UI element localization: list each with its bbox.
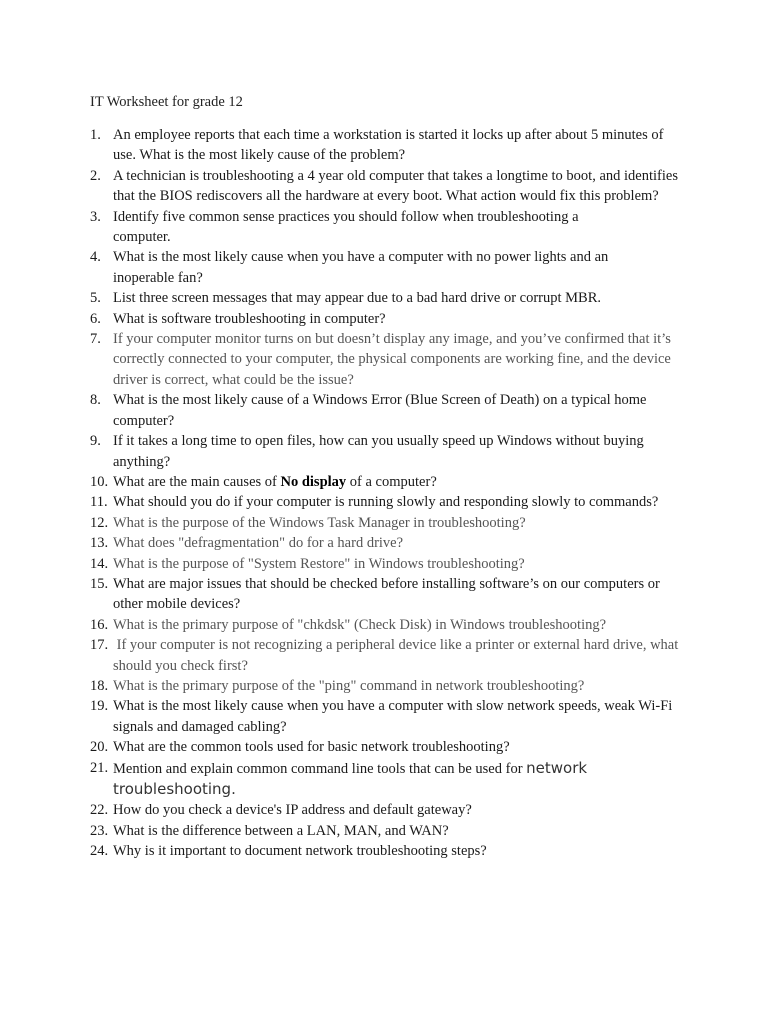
- question-item: [90, 247, 690, 288]
- question-text: What is the primary purpose of the "ping" command in network troubleshooting?: [113, 677, 585, 694]
- question-item: [90, 533, 690, 553]
- question-number: 4.: [90, 249, 101, 266]
- question-text: If your computer is not recognizing a peripheral device like a printer or external hard drive, what should you check first?: [113, 637, 682, 674]
- question-number: 8.: [90, 392, 101, 409]
- question-text-part: Mention and explain common command line tools that can be used for: [113, 760, 527, 777]
- question-number: 13.: [90, 535, 109, 552]
- question-text-part: of a computer?: [346, 473, 437, 490]
- question-text: What is the primary purpose of "chkdsk" (Check Disk) in Windows troubleshooting?: [113, 616, 607, 633]
- question-item: [90, 696, 690, 737]
- question-text-bold: No display: [280, 473, 347, 490]
- page-title: IT Worksheet for grade 12: [90, 94, 243, 110]
- question-item: [90, 309, 690, 329]
- question-number: 9.: [90, 433, 101, 450]
- question-number: 24.: [90, 843, 109, 860]
- question-text: What is the most likely cause when you have a computer with slow network speeds, weak Wi-Fi signals and damaged cabling?: [113, 698, 673, 735]
- question-item: [90, 492, 690, 512]
- question-text: What is the most likely cause when you have a computer with no power lights and an inoperable fan?: [113, 249, 609, 286]
- question-item: [90, 676, 690, 696]
- question-number: 19.: [90, 698, 109, 715]
- question-text-part: What are the main causes of: [113, 473, 281, 490]
- question-number: 1.: [90, 127, 101, 143]
- question-item: [90, 554, 690, 574]
- question-text: What should you do if your computer is running slowly and responding slowly to commands?: [113, 494, 659, 511]
- question-number: 15.: [90, 575, 109, 592]
- question-item: [90, 821, 690, 841]
- question-item: [90, 615, 690, 635]
- question-number: 20.: [90, 739, 109, 756]
- question-number: 14.: [90, 555, 109, 572]
- question-text-sans: network troubleshooting.: [113, 758, 588, 798]
- question-item: [90, 758, 690, 801]
- question-number: 11.: [90, 494, 108, 511]
- question-text: What is the purpose of the Windows Task Manager in troubleshooting?: [113, 514, 526, 531]
- question-text: Identify five common sense practices you should follow when troubleshooting a computer.: [113, 208, 579, 246]
- question-number: 23.: [90, 822, 109, 839]
- question-number: 10.: [90, 473, 109, 490]
- question-text: How do you check a device's IP address and default gateway?: [113, 802, 472, 819]
- question-number: 21.: [90, 759, 109, 776]
- question-number: 22.: [90, 802, 109, 819]
- question-text: What are the common tools used for basic network troubleshooting?: [113, 739, 510, 756]
- question-text: What are major issues that should be checked before installing software’s on our computers or other mobile devices?: [113, 575, 660, 613]
- question-number: 17.: [90, 637, 109, 654]
- question-number: 18.: [90, 677, 109, 694]
- question-text: If your computer monitor turns on but doesn’t display any image, and you’ve confirmed that it’s correctly connected to your computer, the physical components are working fine, and the device driver is correct, what could be the issue?: [113, 331, 671, 388]
- question-number: 2.: [90, 167, 101, 184]
- question-item: [90, 329, 690, 390]
- question-text: What is the purpose of "System Restore" in Windows troubleshooting?: [113, 555, 525, 572]
- question-item: [90, 431, 690, 472]
- question-number: 16.: [90, 616, 109, 633]
- question-item: [90, 166, 690, 207]
- question-number: 5.: [90, 290, 101, 307]
- question-text: An employee reports that each time a workstation is started it locks up after about 5 minutes of use. What is the most likely cause of the problem?: [113, 127, 664, 164]
- question-item: [90, 125, 690, 166]
- question-item: [90, 635, 690, 676]
- question-item: [90, 472, 690, 492]
- question-text: What is software troubleshooting in computer?: [113, 310, 386, 327]
- question-text: [113, 472, 690, 492]
- question-number: 3.: [90, 208, 101, 225]
- question-text: List three screen messages that may appear due to a bad hard drive or corrupt MBR.: [113, 290, 602, 307]
- question-item: [90, 207, 690, 248]
- question-number: 7.: [90, 331, 101, 348]
- question-text: What is the most likely cause of a Windows Error (Blue Screen of Death) on a typical home computer?: [113, 392, 647, 429]
- question-item: [90, 841, 690, 861]
- question-text: If it takes a long time to open files, how can you usually speed up Windows without buying anything?: [113, 433, 644, 470]
- question-text: Why is it important to document network troubleshooting steps?: [113, 843, 487, 860]
- question-item: [90, 800, 690, 820]
- question-text: [113, 758, 690, 801]
- question-number: 6.: [90, 310, 101, 327]
- question-text: What does "defragmentation" do for a hard drive?: [113, 535, 404, 552]
- question-number: 12.: [90, 514, 109, 531]
- question-text: What is the difference between a LAN, MAN, and WAN?: [113, 822, 449, 839]
- question-text: A technician is troubleshooting a 4 year old computer that takes a longtime to boot, and identifies that the BIOS rediscovers all the hardware at every boot. What action would fix this problem?: [113, 167, 678, 205]
- question-item: [90, 288, 690, 308]
- question-item: [90, 737, 690, 757]
- question-item: [90, 574, 690, 615]
- question-item: [90, 513, 690, 533]
- question-list: [90, 125, 690, 862]
- question-item: [90, 390, 690, 431]
